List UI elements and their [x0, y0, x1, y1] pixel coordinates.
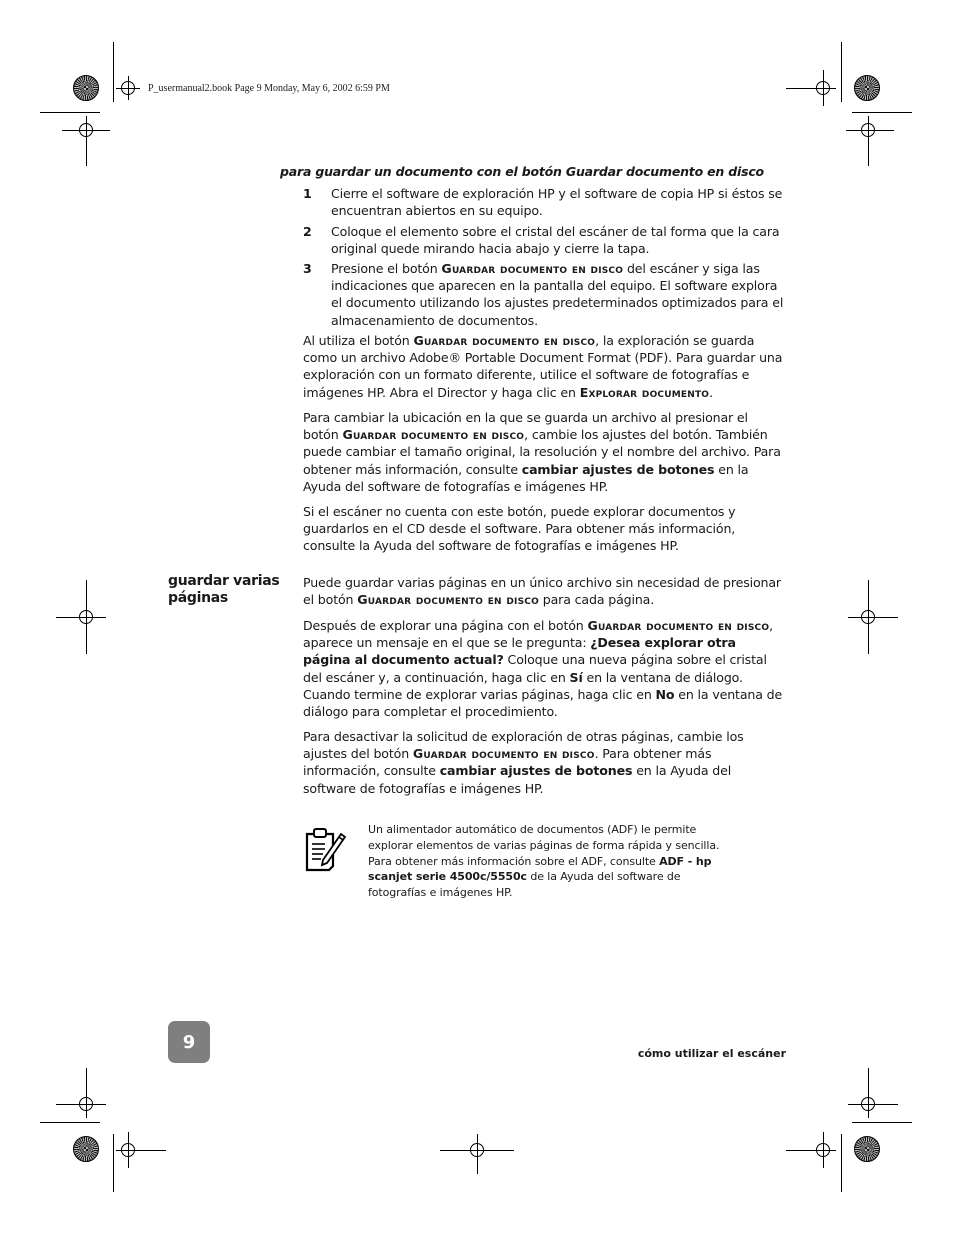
paragraph: Para desactivar la solicitud de exploración de otras páginas, cambie los ajustes del botón Guardar documento en disco. Para obtener más información, consulte cambiar ajustes de botones en la Ayuda del software de fotografías e imágenes HP. [303, 729, 744, 796]
dialog-no-label: No [655, 686, 675, 702]
button-name: Guardar documento en disco [342, 427, 525, 443]
registration-ring [861, 610, 875, 624]
crop-mark [113, 42, 114, 102]
side-heading: guardar varias páginas [168, 573, 280, 606]
registration-rosette [73, 1136, 99, 1162]
help-topic-link: ADF - hp scanjet serie 4500c/5550c [368, 854, 712, 884]
paragraph: Para cambiar la ubicación en la que se guarda un archivo al presionar el botón Guardar documento en disco, cambie los ajustes del botón. También puede cambiar el tamaño original, la resolución y el nombre del archivo. Para obtener más información, consulte cambiar ajustes de botones en la Ayuda del software de fotografías e imágenes HP. [303, 410, 781, 494]
chapter-footer: cómo utilizar el escáner [637, 1047, 786, 1060]
registration-ring [470, 1143, 484, 1157]
crop-mark [113, 1134, 114, 1192]
help-topic-link: cambiar ajustes de botones [521, 461, 715, 477]
step-number: 1 [303, 186, 312, 201]
page-number-badge: 9 [168, 1021, 210, 1063]
dialog-yes-label: Sí [569, 669, 583, 685]
registration-rosette [73, 75, 99, 101]
button-name: Guardar documento en disco [587, 618, 770, 633]
crop-mark [841, 1134, 842, 1192]
button-name: Guardar documento en disco [357, 592, 539, 608]
paragraph: Puede guardar varias páginas en un único archivo sin necesidad de presionar el botón Guardar documento en disco para cada página. [303, 575, 781, 608]
crop-mark [40, 112, 100, 113]
note-text: Un alimentador automático de documentos (ADF) le permite explorar elementos de varias páginas de forma rápida y sencilla. Para obtener más información sobre el ADF, consulte ADF - hp scanjet serie 4500c/5550c de la Ayuda del software de fotografías e imágenes HP. [368, 823, 720, 900]
button-name: Guardar documento en disco [412, 746, 595, 762]
dialog-question: ¿Desea explorar otra página al documento actual? [303, 635, 736, 668]
crop-mark [40, 1122, 100, 1123]
registration-ring [861, 123, 875, 137]
paragraph: Al utiliza el botón Guardar documento en disco, la exploración se guarda como un archivo Adobe® Portable Document Format (PDF). Para guardar una exploración con un formato diferente, utilice el software de fotografías e imágenes HP. Abra el Director y haga clic en Explorar documento. [303, 333, 783, 400]
registration-ring [79, 610, 93, 624]
paragraph: Después de explorar una página con el botón Guardar documento en disco, aparece un mensaje en el que se le pregunta: ¿Desea explorar otra página al documento actual? Coloque una nueva página sobre el cristal del escáner y, a continuación, haga clic en Sí en la ventana de diálogo. Cuando termine de explorar varias páginas, haga clic en No en la ventana de diálogo para completar el procedimiento. [303, 618, 783, 720]
registration-ring [121, 81, 135, 95]
registration-ring [861, 1097, 875, 1111]
help-topic-link: cambiar ajustes de botones [439, 763, 633, 779]
registration-ring [816, 1143, 830, 1157]
registration-ring [79, 1097, 93, 1111]
button-name: Explorar documento [579, 384, 710, 400]
step-text: Presione el botón Guardar documento en disco del escáner y siga las indicaciones que aparecen en la pantalla del equipo. El software explora el documento utilizando los ajustes predeterminados optimizados para el almacenamiento de documentos. [331, 261, 784, 328]
step-number: 2 [303, 224, 312, 239]
crop-mark [852, 1122, 912, 1123]
section-subheading: para guardar un documento con el botón Guardar documento en disco [280, 164, 764, 179]
button-name: Guardar documento en disco [441, 261, 624, 276]
registration-ring [816, 81, 830, 95]
registration-rosette [854, 75, 880, 101]
registration-rosette [854, 1136, 880, 1162]
note-clipboard-icon [303, 826, 347, 872]
crop-mark [852, 112, 912, 113]
registration-ring [121, 1143, 135, 1157]
registration-ring [79, 123, 93, 137]
step-number: 3 [303, 261, 312, 276]
step-text: Coloque el elemento sobre el cristal del escáner de tal forma que la cara original quede mirando hacia abajo y cierre la tapa. [331, 224, 780, 257]
step-text: Cierre el software de exploración HP y el software de copia HP si éstos se encuentran abiertos en su equipo. [331, 186, 783, 219]
button-name: Guardar documento en disco [413, 333, 596, 348]
crop-mark [841, 42, 842, 102]
paragraph: Si el escáner no cuenta con este botón, puede explorar documentos y guardarlos en el CD desde el software. Para obtener más información, consulte la Ayuda del software de fotografías e imágenes HP. [303, 504, 736, 554]
print-header: P_usermanual2.book Page 9 Monday, May 6, 2002 6:59 PM [148, 83, 390, 94]
